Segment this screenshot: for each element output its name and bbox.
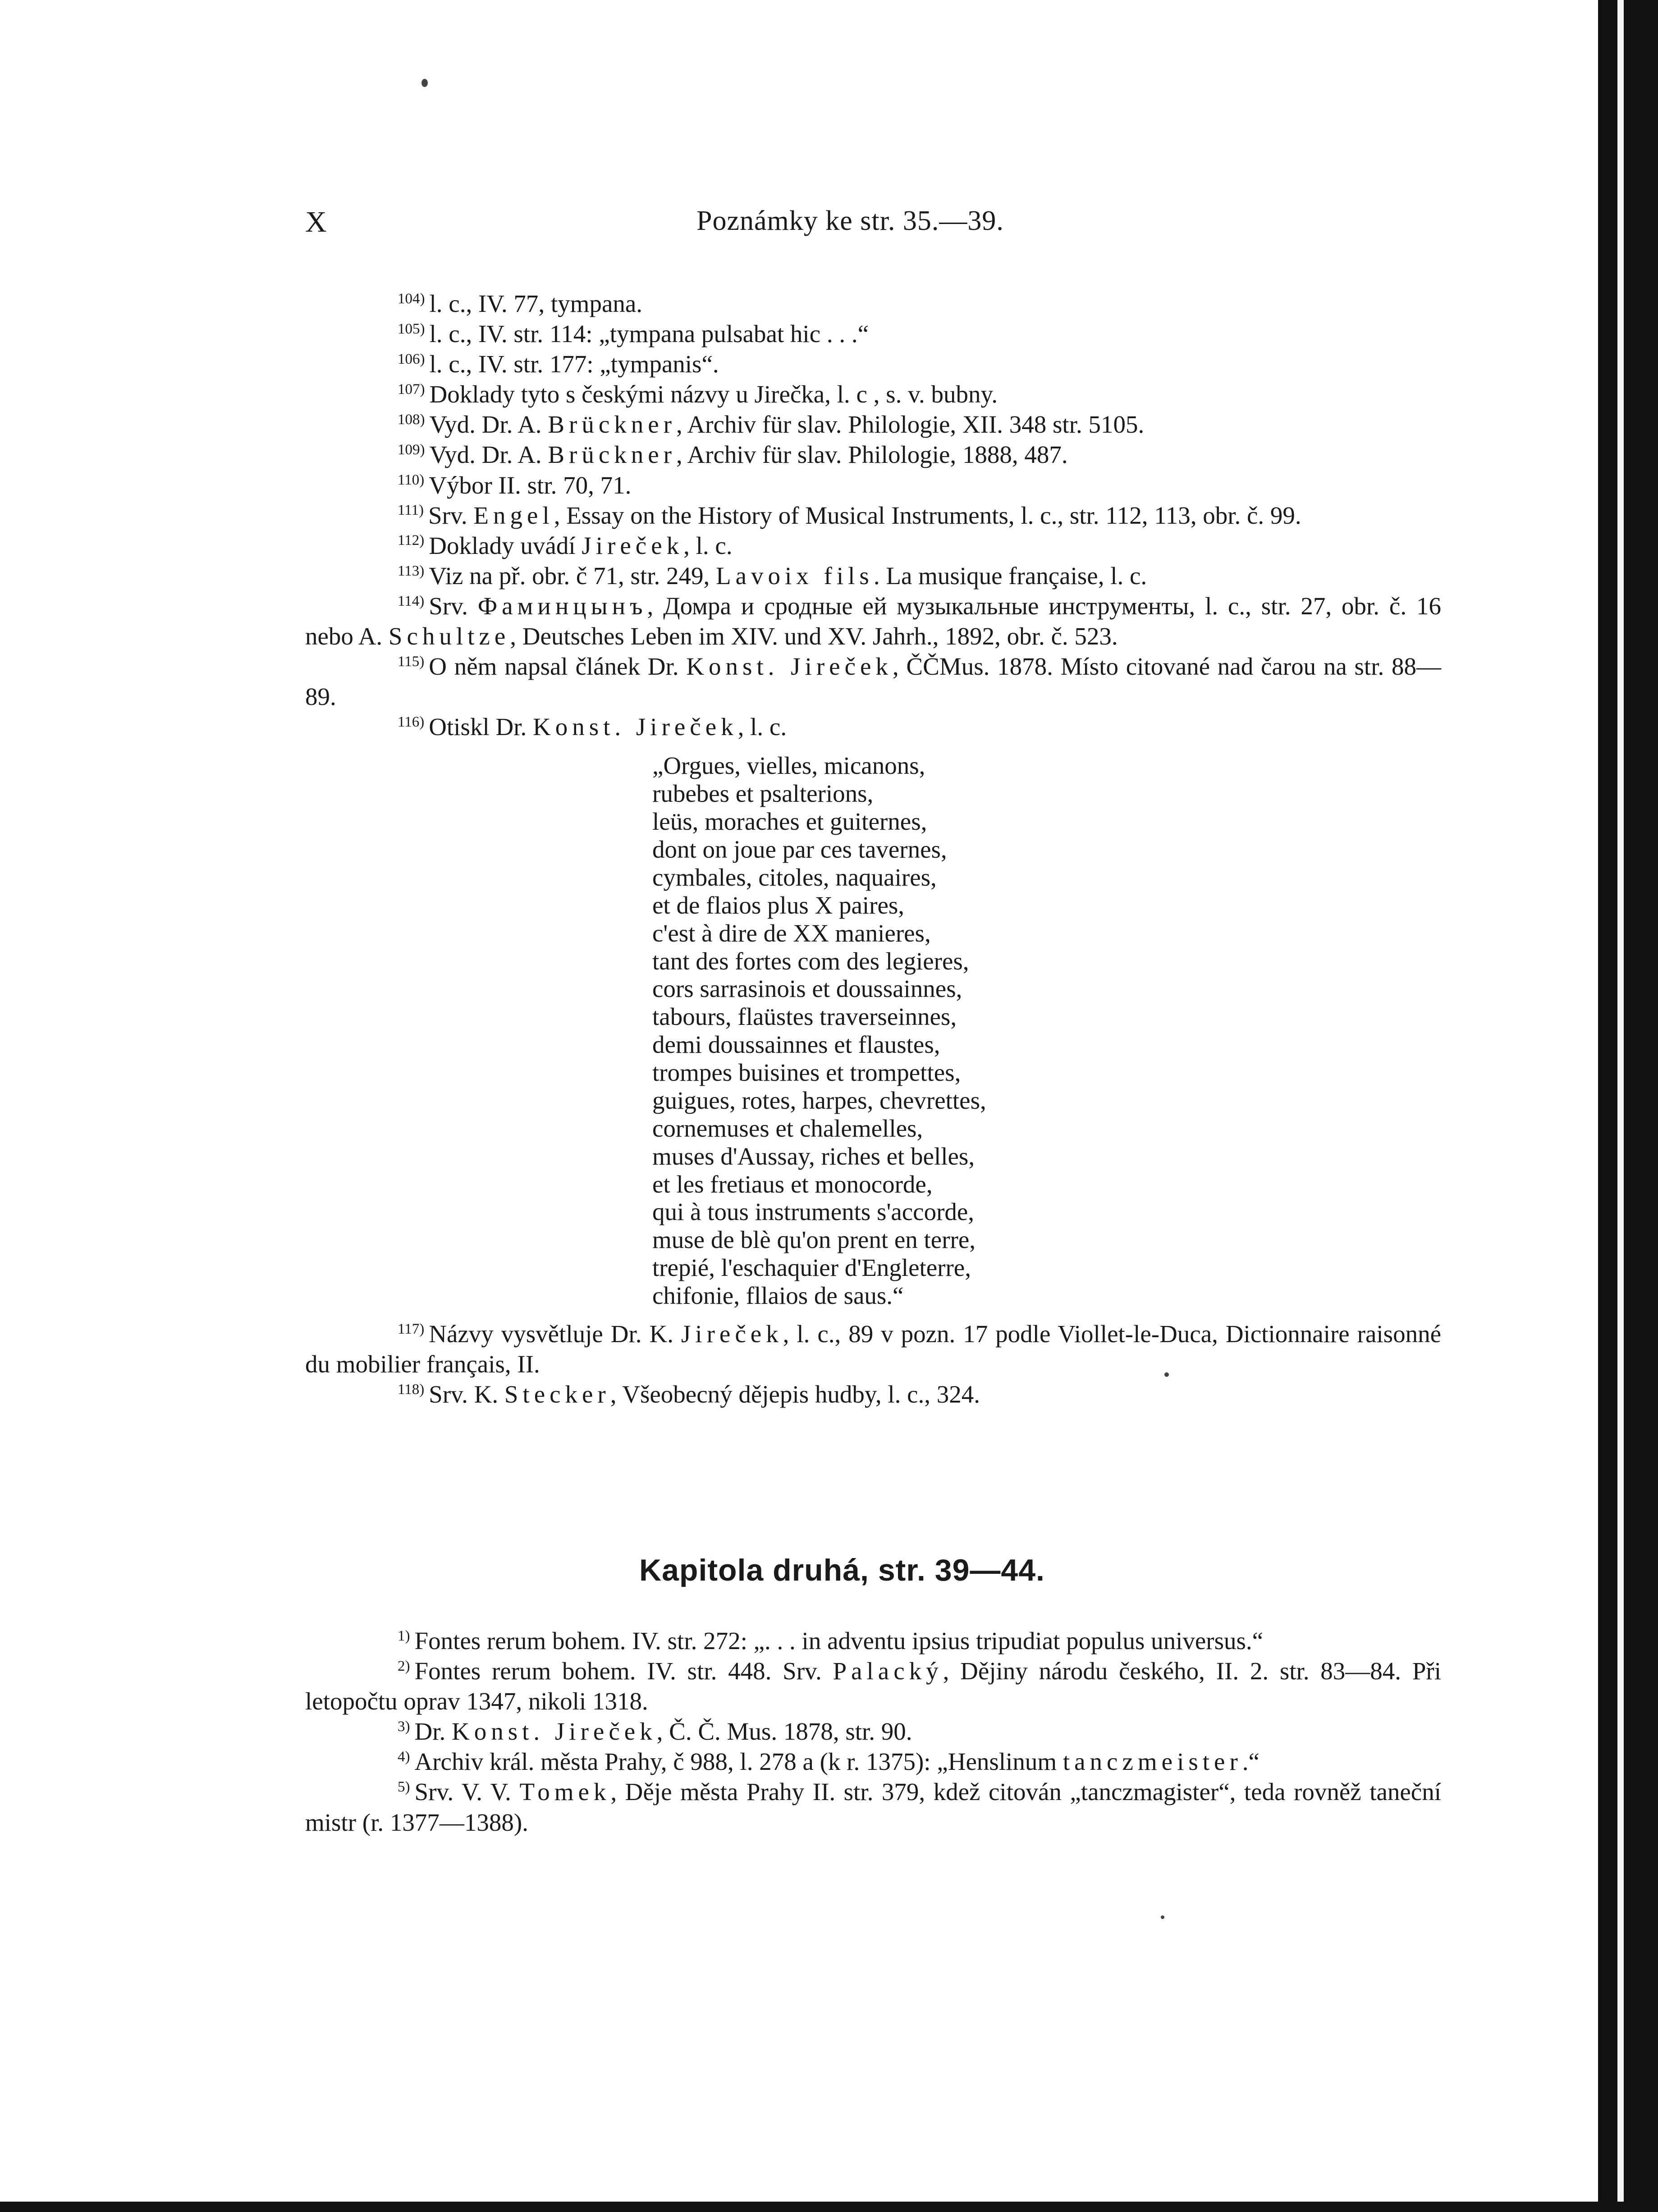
footnote-number: 105) — [398, 320, 425, 337]
scan-speck — [421, 79, 428, 87]
footnote-number: 1) — [398, 1627, 410, 1644]
footnote-number: 106) — [398, 351, 425, 367]
footnote-number: 114) — [398, 593, 425, 609]
footnote-text: , l. c. — [737, 713, 787, 741]
poem-line: tabours, flaüstes traverseinnes, — [652, 1003, 957, 1031]
spaced-name: Brückner — [548, 411, 676, 439]
footnote-text: Dr. — [414, 1718, 452, 1746]
footnote — [305, 319, 1441, 349]
footnote-text: Doklady uvádí — [429, 531, 582, 559]
poem-line: demi doussainnes et flaustes, — [652, 1031, 940, 1059]
footnote-text: Srv. V. V. — [414, 1778, 520, 1806]
footnote — [305, 530, 1441, 561]
footnote — [305, 470, 1441, 500]
spaced-name: Schultze — [388, 622, 510, 650]
poem-line: et de flaios plus X paires, — [652, 891, 905, 919]
footnote — [305, 288, 1441, 319]
footnote-number: 4) — [398, 1749, 410, 1765]
poem-line: et les fretiaus et monocorde, — [652, 1170, 933, 1198]
poem-line: c'est à dire de XX manieres, — [652, 919, 931, 947]
spaced-name: Stecker — [504, 1380, 610, 1408]
footnote-text: Vyd. Dr. A. — [429, 411, 548, 439]
poem-line: cornemuses et chalemelles, — [652, 1114, 923, 1142]
footnote-text: Viz na př. obr. č 71, str. 249, — [429, 562, 716, 590]
footnote-number: 2) — [398, 1658, 410, 1674]
poem-line: guigues, rotes, harpes, chevrettes, — [652, 1086, 986, 1114]
footnote-text: O něm napsal článek Dr. — [429, 653, 687, 681]
footnote — [305, 1626, 1441, 1656]
poem-line: cors sarrasinois et doussainnes, — [652, 975, 962, 1003]
spaced-name: Engel — [473, 501, 554, 529]
footnote-text: , l. c., 89 v pozn. 17 podle Viollet-le-Duca, Dictionnaire raisonné du mobilier français, II. — [305, 1320, 1441, 1378]
footnote — [305, 591, 1441, 651]
footnote — [305, 1656, 1441, 1716]
scan-speck — [1161, 1915, 1164, 1919]
footnote-text: Fontes rerum bohem. IV. str. 272: „. . . in adventu ipsius tripudiat populus universus.“ — [414, 1627, 1264, 1654]
footnote-number: 110) — [398, 472, 425, 489]
footnote-number: 111) — [398, 502, 424, 519]
spaced-name: Jireček — [582, 531, 684, 559]
footnote-number: 116) — [398, 713, 425, 730]
poem-line: muses d'Aussay, riches et belles, — [652, 1142, 975, 1170]
spaced-name: Tomek — [519, 1778, 611, 1806]
poem-line: dont on joue par ces tavernes, — [652, 836, 947, 864]
spaced-name: Palacký — [833, 1657, 943, 1685]
spaced-name: Brückner — [548, 441, 676, 469]
quoted-poem — [652, 752, 1441, 1310]
footnote-number: 3) — [398, 1718, 410, 1735]
footnote-number: 115) — [398, 653, 425, 670]
footnote-text: , Archiv für slav. Philologie, 1888, 487. — [676, 441, 1068, 469]
chapter-heading: Kapitola druhá, str. 39—44. — [639, 1553, 1045, 1587]
footnote-text: , Домра и сродные ей музыкальные инструменты, l. c., str. 27, obr. č. 16 nebo A. — [305, 592, 1441, 650]
page-header-title: Poznámky ke str. 35.—39. — [696, 206, 1004, 236]
footnote-text: , l. c. — [683, 531, 733, 559]
footnote-text: , Deutsches Leben im XIV. und XV. Jahrh., 1892, obr. č. 523. — [510, 622, 1118, 650]
spaced-name: Lavoix fils — [716, 562, 874, 590]
footnote-text: , Essay on the History of Musical Instruments, l. c., str. 112, 113, obr. č. 99. — [554, 501, 1301, 529]
footnotes-list — [305, 288, 1441, 742]
footnote-text: l. c., IV. 77, tympana. — [429, 290, 643, 317]
footnote-number: 113) — [398, 562, 425, 579]
poem-line: cymbales, citoles, naquaires, — [652, 863, 937, 891]
footnotes-section — [305, 288, 1441, 1409]
footnote-number: 118) — [398, 1381, 425, 1398]
spaced-name: Konst. Jireček — [452, 1718, 657, 1746]
scan-edge-right — [1598, 0, 1658, 2212]
spaced-name: Jireček — [681, 1320, 783, 1348]
poem-line: tant des fortes com des legieres, — [652, 947, 969, 975]
footnote — [305, 1777, 1441, 1837]
footnote-text: , Č. Č. Mus. 1878, str. 90. — [656, 1718, 912, 1746]
footnote-number: 107) — [398, 381, 425, 398]
footnote-text: Vyd. Dr. A. — [429, 441, 548, 469]
footnote — [305, 1716, 1441, 1746]
footnotes-list-continued — [305, 1319, 1441, 1409]
footnote-text: , Děje města Prahy II. str. 379, kdež citován „tanczmagister“, teda rovněž taneční mistr (r. 1377—1388). — [305, 1778, 1442, 1836]
footnote-text: Srv. — [429, 592, 478, 620]
footnote — [305, 500, 1441, 530]
page-number: X — [305, 206, 327, 238]
footnote-text: Fontes rerum bohem. IV. str. 448. Srv. — [414, 1657, 833, 1685]
poem-line: leüs, moraches et guiternes, — [652, 808, 927, 836]
poem-line: „Orgues, vielles, micanons, — [652, 752, 925, 780]
footnote-text: Srv. — [428, 501, 474, 529]
footnote-text: Otiskl Dr. — [429, 713, 533, 741]
spaced-name: Konst. Jireček — [532, 713, 738, 741]
footnote — [305, 379, 1441, 409]
footnote-text: , ČČMus. 1878. Místo citované nad čarou na str. 88—89. — [305, 653, 1442, 711]
spaced-name: Фаминцынъ — [477, 592, 647, 620]
footnote — [305, 1319, 1441, 1379]
poem-line: chifonie, fllaios de saus.“ — [652, 1282, 904, 1310]
footnote-number: 5) — [398, 1779, 410, 1796]
footnote-number: 112) — [398, 532, 425, 549]
poem-line: trompes buisines et trompettes, — [652, 1059, 961, 1087]
footnote-number: 108) — [398, 411, 425, 428]
poem-line: trepié, l'eschaquier d'Engleterre, — [652, 1254, 971, 1282]
footnote-number: 117) — [398, 1321, 425, 1337]
poem-line: qui à tous instruments s'accorde, — [652, 1198, 975, 1226]
footnote-text: , Všeobecný dějepis hudby, l. c., 324. — [610, 1380, 980, 1408]
footnote-text: l. c., IV. str. 177: „tympanis“. — [429, 350, 719, 378]
footnote-number: 104) — [398, 290, 425, 307]
footnote-text: l. c., IV. str. 114: „tympana pulsabat hic . . .“ — [429, 320, 869, 348]
footnote-text: .“ — [1242, 1748, 1260, 1776]
footnote-number: 109) — [398, 442, 425, 458]
footnote — [305, 561, 1441, 591]
scan-edge-gap — [1617, 0, 1624, 2212]
footnote-text: Názvy vysvětluje Dr. K. — [429, 1320, 681, 1348]
footnote — [305, 712, 1441, 742]
footnote-text: Výbor II. str. 70, 71. — [429, 471, 632, 499]
footnote — [305, 439, 1441, 470]
spaced-name: Konst. Jireček — [686, 653, 893, 681]
spaced-name: tanczmeister — [1063, 1748, 1242, 1776]
footnote — [305, 1746, 1441, 1777]
footnote — [305, 1379, 1441, 1409]
poem-line: rubebes et psalterions, — [652, 780, 874, 808]
scan-edge-bottom — [0, 2202, 1658, 2212]
footnote-text: . La musique française, l. c. — [873, 562, 1147, 590]
footnote-text: Archiv král. města Prahy, č 988, l. 278 a (k r. 1375): „Henslinum — [414, 1748, 1063, 1776]
footnote-text: Srv. K. — [429, 1380, 504, 1408]
footnote — [305, 651, 1441, 712]
footnote-text: , Archiv für slav. Philologie, XII. 348 str. 5105. — [676, 411, 1145, 439]
poem-line: muse de blè qu'on prent en terre, — [652, 1226, 976, 1254]
chapter-footnotes-list — [305, 1626, 1441, 1837]
footnote-text: Doklady tyto s českými názvy u Jirečka, l. c , s. v. bubny. — [429, 380, 998, 408]
footnote — [305, 409, 1441, 439]
footnote — [305, 349, 1441, 379]
footnote-text: , Dějiny národu českého, II. 2. str. 83—84. Při letopočtu oprav 1347, nikoli 1318. — [305, 1657, 1441, 1715]
